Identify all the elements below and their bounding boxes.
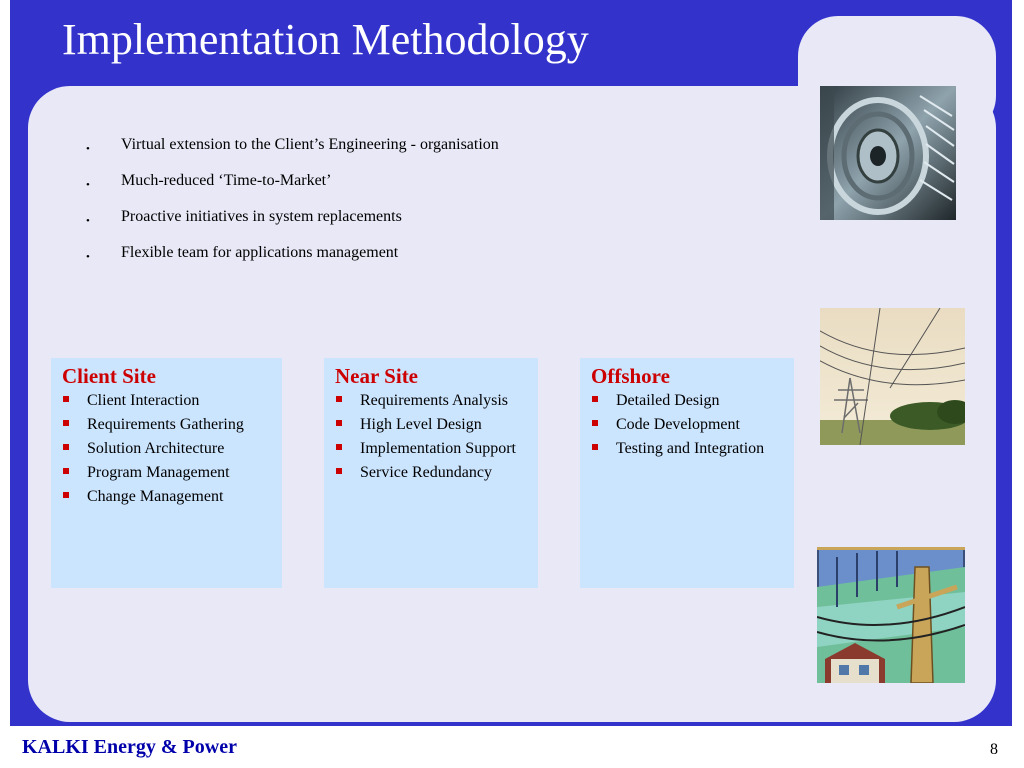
bullet-dot-icon: • bbox=[86, 143, 90, 155]
intro-bullet-text: Virtual extension to the Client’s Engineering - organisation bbox=[121, 136, 499, 153]
footer-brand: KALKI Energy & Power bbox=[22, 736, 237, 758]
intro-bullet bbox=[86, 242, 499, 278]
power-grid-illustration bbox=[817, 547, 965, 683]
list-item-text: Testing and Integration bbox=[616, 440, 765, 457]
list-item bbox=[335, 463, 528, 482]
client-site-list bbox=[62, 391, 272, 506]
near-site-heading: Near Site bbox=[335, 364, 419, 388]
square-bullet-icon bbox=[336, 468, 342, 474]
offshore-list bbox=[591, 391, 784, 458]
list-item-text: Program Management bbox=[87, 464, 230, 481]
list-item bbox=[591, 415, 784, 434]
intro-bullet-text: Proactive initiatives in system replacements bbox=[121, 208, 402, 225]
square-bullet-icon bbox=[592, 444, 598, 450]
list-item bbox=[335, 415, 528, 434]
intro-bullet bbox=[86, 170, 499, 206]
square-bullet-icon bbox=[63, 492, 69, 498]
client-site-heading: Client Site bbox=[62, 364, 156, 388]
square-bullet-icon bbox=[63, 444, 69, 450]
client-site-box bbox=[51, 358, 282, 588]
offshore-box bbox=[580, 358, 794, 588]
list-item-text: Solution Architecture bbox=[87, 440, 225, 457]
list-item-text: Implementation Support bbox=[360, 440, 516, 457]
list-item bbox=[62, 487, 272, 506]
list-item-text: Detailed Design bbox=[616, 392, 720, 409]
square-bullet-icon bbox=[63, 468, 69, 474]
list-item bbox=[62, 415, 272, 434]
near-site-list bbox=[335, 391, 528, 482]
intro-bullet-list bbox=[86, 134, 499, 278]
near-site-box bbox=[324, 358, 538, 588]
list-item bbox=[62, 439, 272, 458]
list-item bbox=[591, 391, 784, 410]
intro-bullet-text: Much-reduced ‘Time-to-Market’ bbox=[121, 172, 332, 189]
page-number: 8 bbox=[990, 741, 998, 758]
intro-bullet bbox=[86, 206, 499, 242]
list-item bbox=[62, 391, 272, 410]
list-item bbox=[335, 439, 528, 458]
list-item-text: Code Development bbox=[616, 416, 740, 433]
bullet-dot-icon: • bbox=[86, 179, 90, 191]
square-bullet-icon bbox=[592, 396, 598, 402]
power-lines-photo bbox=[820, 308, 965, 445]
list-item-text: High Level Design bbox=[360, 416, 482, 433]
bullet-dot-icon: • bbox=[86, 251, 90, 263]
list-item bbox=[62, 463, 272, 482]
square-bullet-icon bbox=[63, 396, 69, 402]
square-bullet-icon bbox=[336, 444, 342, 450]
list-item-text: Client Interaction bbox=[87, 392, 200, 409]
list-item-text: Requirements Analysis bbox=[360, 392, 508, 409]
square-bullet-icon bbox=[336, 396, 342, 402]
list-item bbox=[335, 391, 528, 410]
turbine-photo bbox=[820, 86, 956, 220]
intro-bullet-text: Flexible team for applications management bbox=[121, 244, 399, 261]
bullet-dot-icon: • bbox=[86, 215, 90, 227]
square-bullet-icon bbox=[336, 420, 342, 426]
list-item-text: Service Redundancy bbox=[360, 464, 492, 481]
slide-title: Implementation Methodology bbox=[62, 15, 589, 64]
square-bullet-icon bbox=[63, 420, 69, 426]
square-bullet-icon bbox=[592, 420, 598, 426]
list-item-text: Requirements Gathering bbox=[87, 416, 244, 433]
intro-bullet bbox=[86, 134, 499, 170]
list-item-text: Change Management bbox=[87, 488, 224, 505]
offshore-heading: Offshore bbox=[591, 364, 670, 388]
list-item bbox=[591, 439, 784, 458]
